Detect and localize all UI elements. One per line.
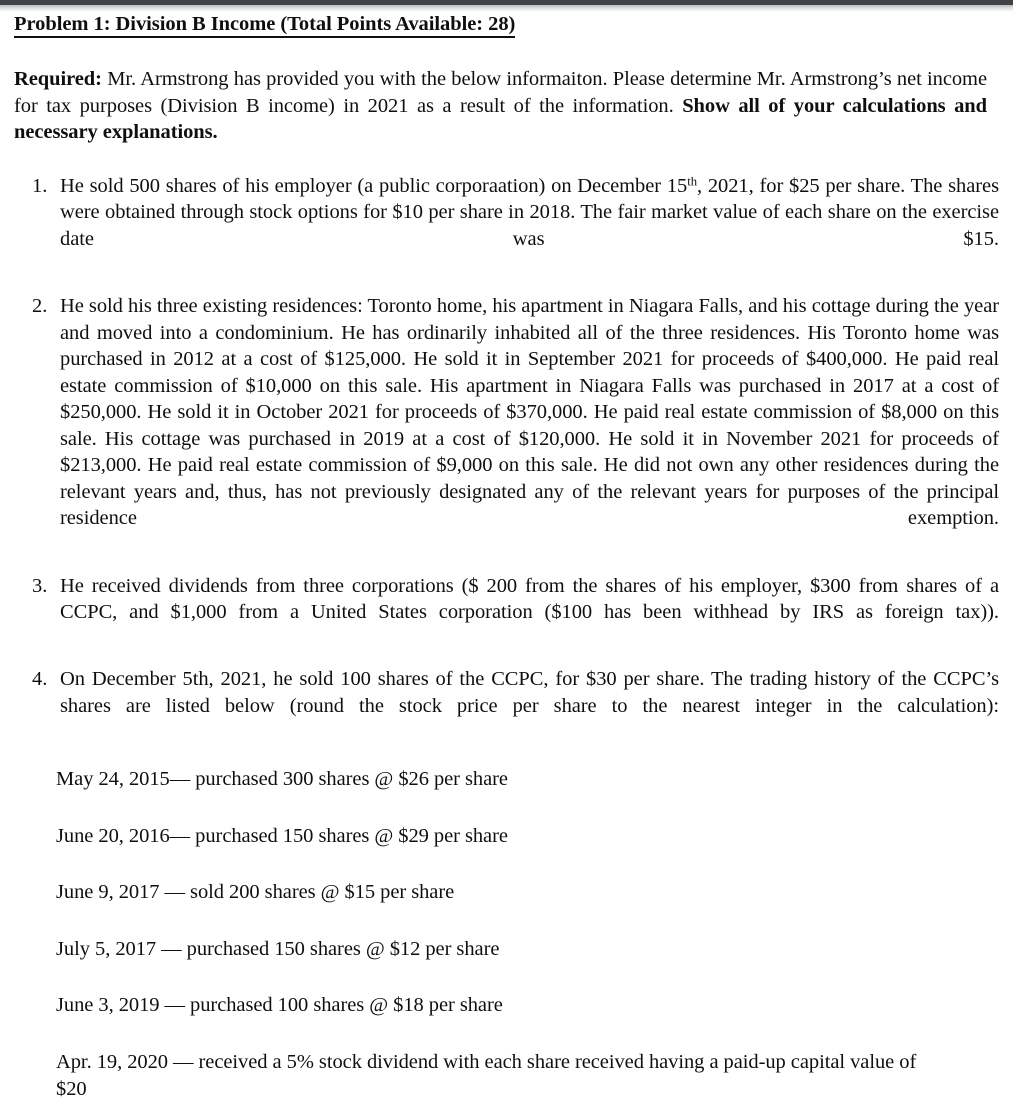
- problem-items-list: [14, 173, 999, 746]
- document-page: [0, 12, 1013, 1102]
- trading-history-entry: June 9, 2017 — sold 200 shares @ $15 per share: [56, 881, 455, 904]
- list-item-text-part-2: , 2021, for $25 per share. The shares were obtained through stock options for $10 per share in 2018. The fair market value of each share on the exercise date was $15.: [60, 174, 999, 251]
- list-item-marker: 4.: [32, 668, 48, 691]
- required-label: Required:: [14, 68, 102, 90]
- document-content: [0, 12, 1013, 1102]
- list-item-body: He received dividends from three corporations ($ 200 from the shares of his employer, $300 from shares of a CCPC, and $1,000 from a United States corporation ($100 has been withhead by IRS as foreign tax)).: [60, 574, 999, 624]
- list-item-marker: 2.: [32, 295, 48, 318]
- trading-history-list: [14, 766, 985, 1102]
- trading-history-entry: Apr. 19, 2020 — received a 5% stock dividend with each share received having a paid-up capital value of $20: [56, 1051, 917, 1100]
- list-item: [14, 173, 999, 279]
- list-item-body: [60, 173, 999, 279]
- list-item-body: He sold his three existing residences: Toronto home, his apartment in Niagara Falls, and his cottage during the year and moved into a condominium. He has ordinarily inhabited all of the three residences. His Toronto home was purchased in 2012 at a cost of $125,000. He sold it in September 2021 for proceeds of $400,000. He paid real estate commission of $10,000 on this sale. His apartment in Niagara Falls was purchased in 2017 at a cost of $250,000. He sold it in October 2021 for proceeds of $370,000. He paid real estate commission of $8,000 on this sale. His cottage was purchased in 2019 at a cost of $120,000. He sold it in November 2021 for proceeds of $213,000. He paid real estate commission of $9,000 on this sale. He did not own any other residences during the relevant years and, thus, has not previously designated any of the relevant years for purposes of the principal residence exemption.: [60, 295, 999, 530]
- page-shadow-gradient: [0, 5, 1013, 12]
- list-item: [14, 666, 999, 746]
- list-item-marker: 1.: [32, 174, 48, 197]
- trading-history-entry: June 3, 2019 — purchased 100 shares @ $18 per share: [56, 994, 503, 1017]
- trading-history-entry: June 20, 2016— purchased 150 shares @ $29 per share: [56, 824, 508, 847]
- trading-history-entry: July 5, 2017 — purchased 150 shares @ $12 per share: [56, 937, 500, 960]
- list-item: [14, 573, 999, 653]
- list-item-marker: 3.: [32, 574, 48, 597]
- required-body-text: Mr. Armstrong has provided you with the below informaiton. Please determine Mr. Armstrong’s net income for tax purposes (Division B income) in 2021 as a result of the information.: [14, 68, 987, 117]
- list-item-body: On December 5th, 2021, he sold 100 shares of the CCPC, for $30 per share. The trading history of the CCPC’s shares are listed below (round the stock price per share to the nearest integer in the calculation):: [60, 668, 999, 717]
- required-emphasis-text: Show all of your calculations and necessary explanations.: [14, 94, 987, 144]
- trading-history-entry: May 24, 2015— purchased 300 shares @ $26 per share: [56, 767, 508, 790]
- list-item: [14, 293, 999, 558]
- ordinal-suffix: th: [687, 174, 697, 189]
- window-top-chrome: [0, 0, 1013, 12]
- list-item-text-part-1: He sold 500 shares of his employer (a public corporaation) on December 15: [60, 174, 688, 197]
- required-paragraph: [14, 66, 987, 146]
- page-title-text: Problem 1: Division B Income (Total Points Available: 28): [14, 13, 515, 38]
- page-title: [14, 12, 985, 39]
